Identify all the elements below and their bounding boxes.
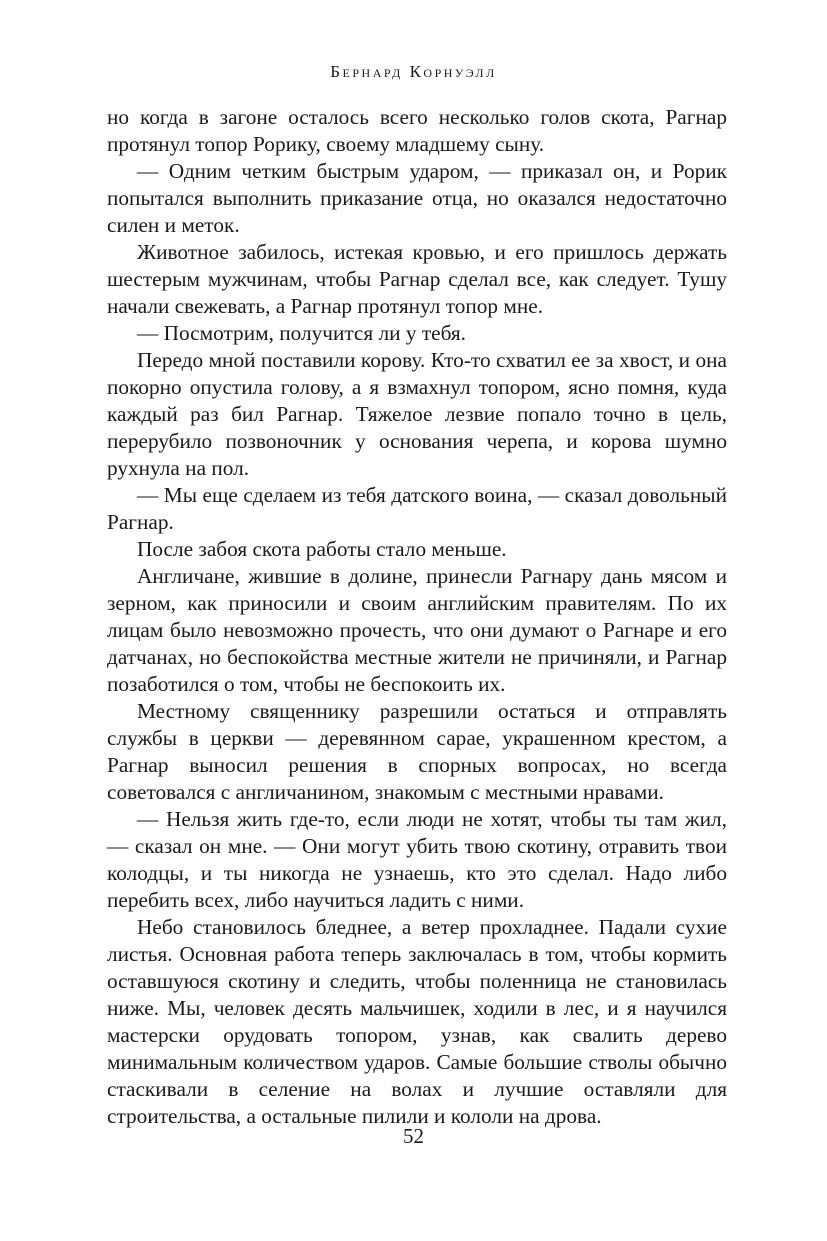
paragraph: — Одним четким быстрым ударом, — приказал он, и Рорик попытался выполнить приказание отца, но оказался недостаточно силен и меток.: [107, 159, 727, 237]
paragraph: — Посмотрим, получится ли у тебя.: [137, 321, 467, 345]
paragraph: Англичане, жившие в долине, принесли Рагнару дань мясом и зерном, как приносили и своим английским правителям. По их лицам было невозможно прочесть, что они думают о Рагнаре и его датчанах, но беспокойства местные жители не причиняли, и Рагнар позаботился о том, чтобы не беспокоить их.: [107, 564, 727, 696]
body-text: [107, 104, 727, 1130]
paragraph: Местному священнику разрешили остаться и отправлять службы в церкви — деревянном сарае, украшенном крестом, а Рагнар выносил решения в спорных вопросах, но всегда советовался с англичанином, знакомым с местными нравами.: [107, 699, 727, 804]
paragraph: — Мы еще сделаем из тебя датского воина, — сказал довольный Рагнар.: [107, 483, 727, 534]
paragraph: но когда в загоне осталось всего несколько голов скота, Рагнар протянул топор Рорику, своему младшему сыну.: [107, 105, 727, 156]
running-head: Бернард Корнуэлл: [330, 62, 497, 81]
paragraph: Передо мной поставили корову. Кто-то схватил ее за хвост, и она покорно опустила голову, а я взмахнул топором, ясно помня, куда каждый раз бил Рагнар. Тяжелое лезвие попало точно в цель, перерубило позвоночник у основания черепа, и корова шумно рухнула на пол.: [107, 348, 727, 480]
page-number: 52: [403, 1124, 424, 1148]
paragraph: Животное забилось, истекая кровью, и его пришлось держать шестерым мужчинам, чтобы Рагнар сделал все, как следует. Тушу начали свежевать, а Рагнар протянул топор мне.: [107, 240, 727, 318]
paragraph: — Нельзя жить где-то, если люди не хотят, чтобы ты там жил, — сказал он мне. — Они могут убить твою скотину, отравить твои колодцы, и ты никогда не узнаешь, кто это сделал. Надо либо перебить всех, либо научиться ладить с ними.: [107, 807, 727, 912]
paragraph: После забоя скота работы стало меньше.: [137, 537, 507, 561]
paragraph: Небо становилось бледнее, а ветер прохладнее. Падали сухие листья. Основная работа теперь заключалась в том, чтобы кормить оставшуюся скотину и следить, чтобы поленница не становилась ниже. Мы, человек десять мальчишек, ходили в лес, и я научился мастерски орудовать топором, узнав, как свалить дерево минимальным количеством ударов. Самые большие стволы обычно стаскивали в селение на волах и лучшие оставляли для строительства, а остальные пилили и кололи на дрова.: [107, 915, 727, 1128]
